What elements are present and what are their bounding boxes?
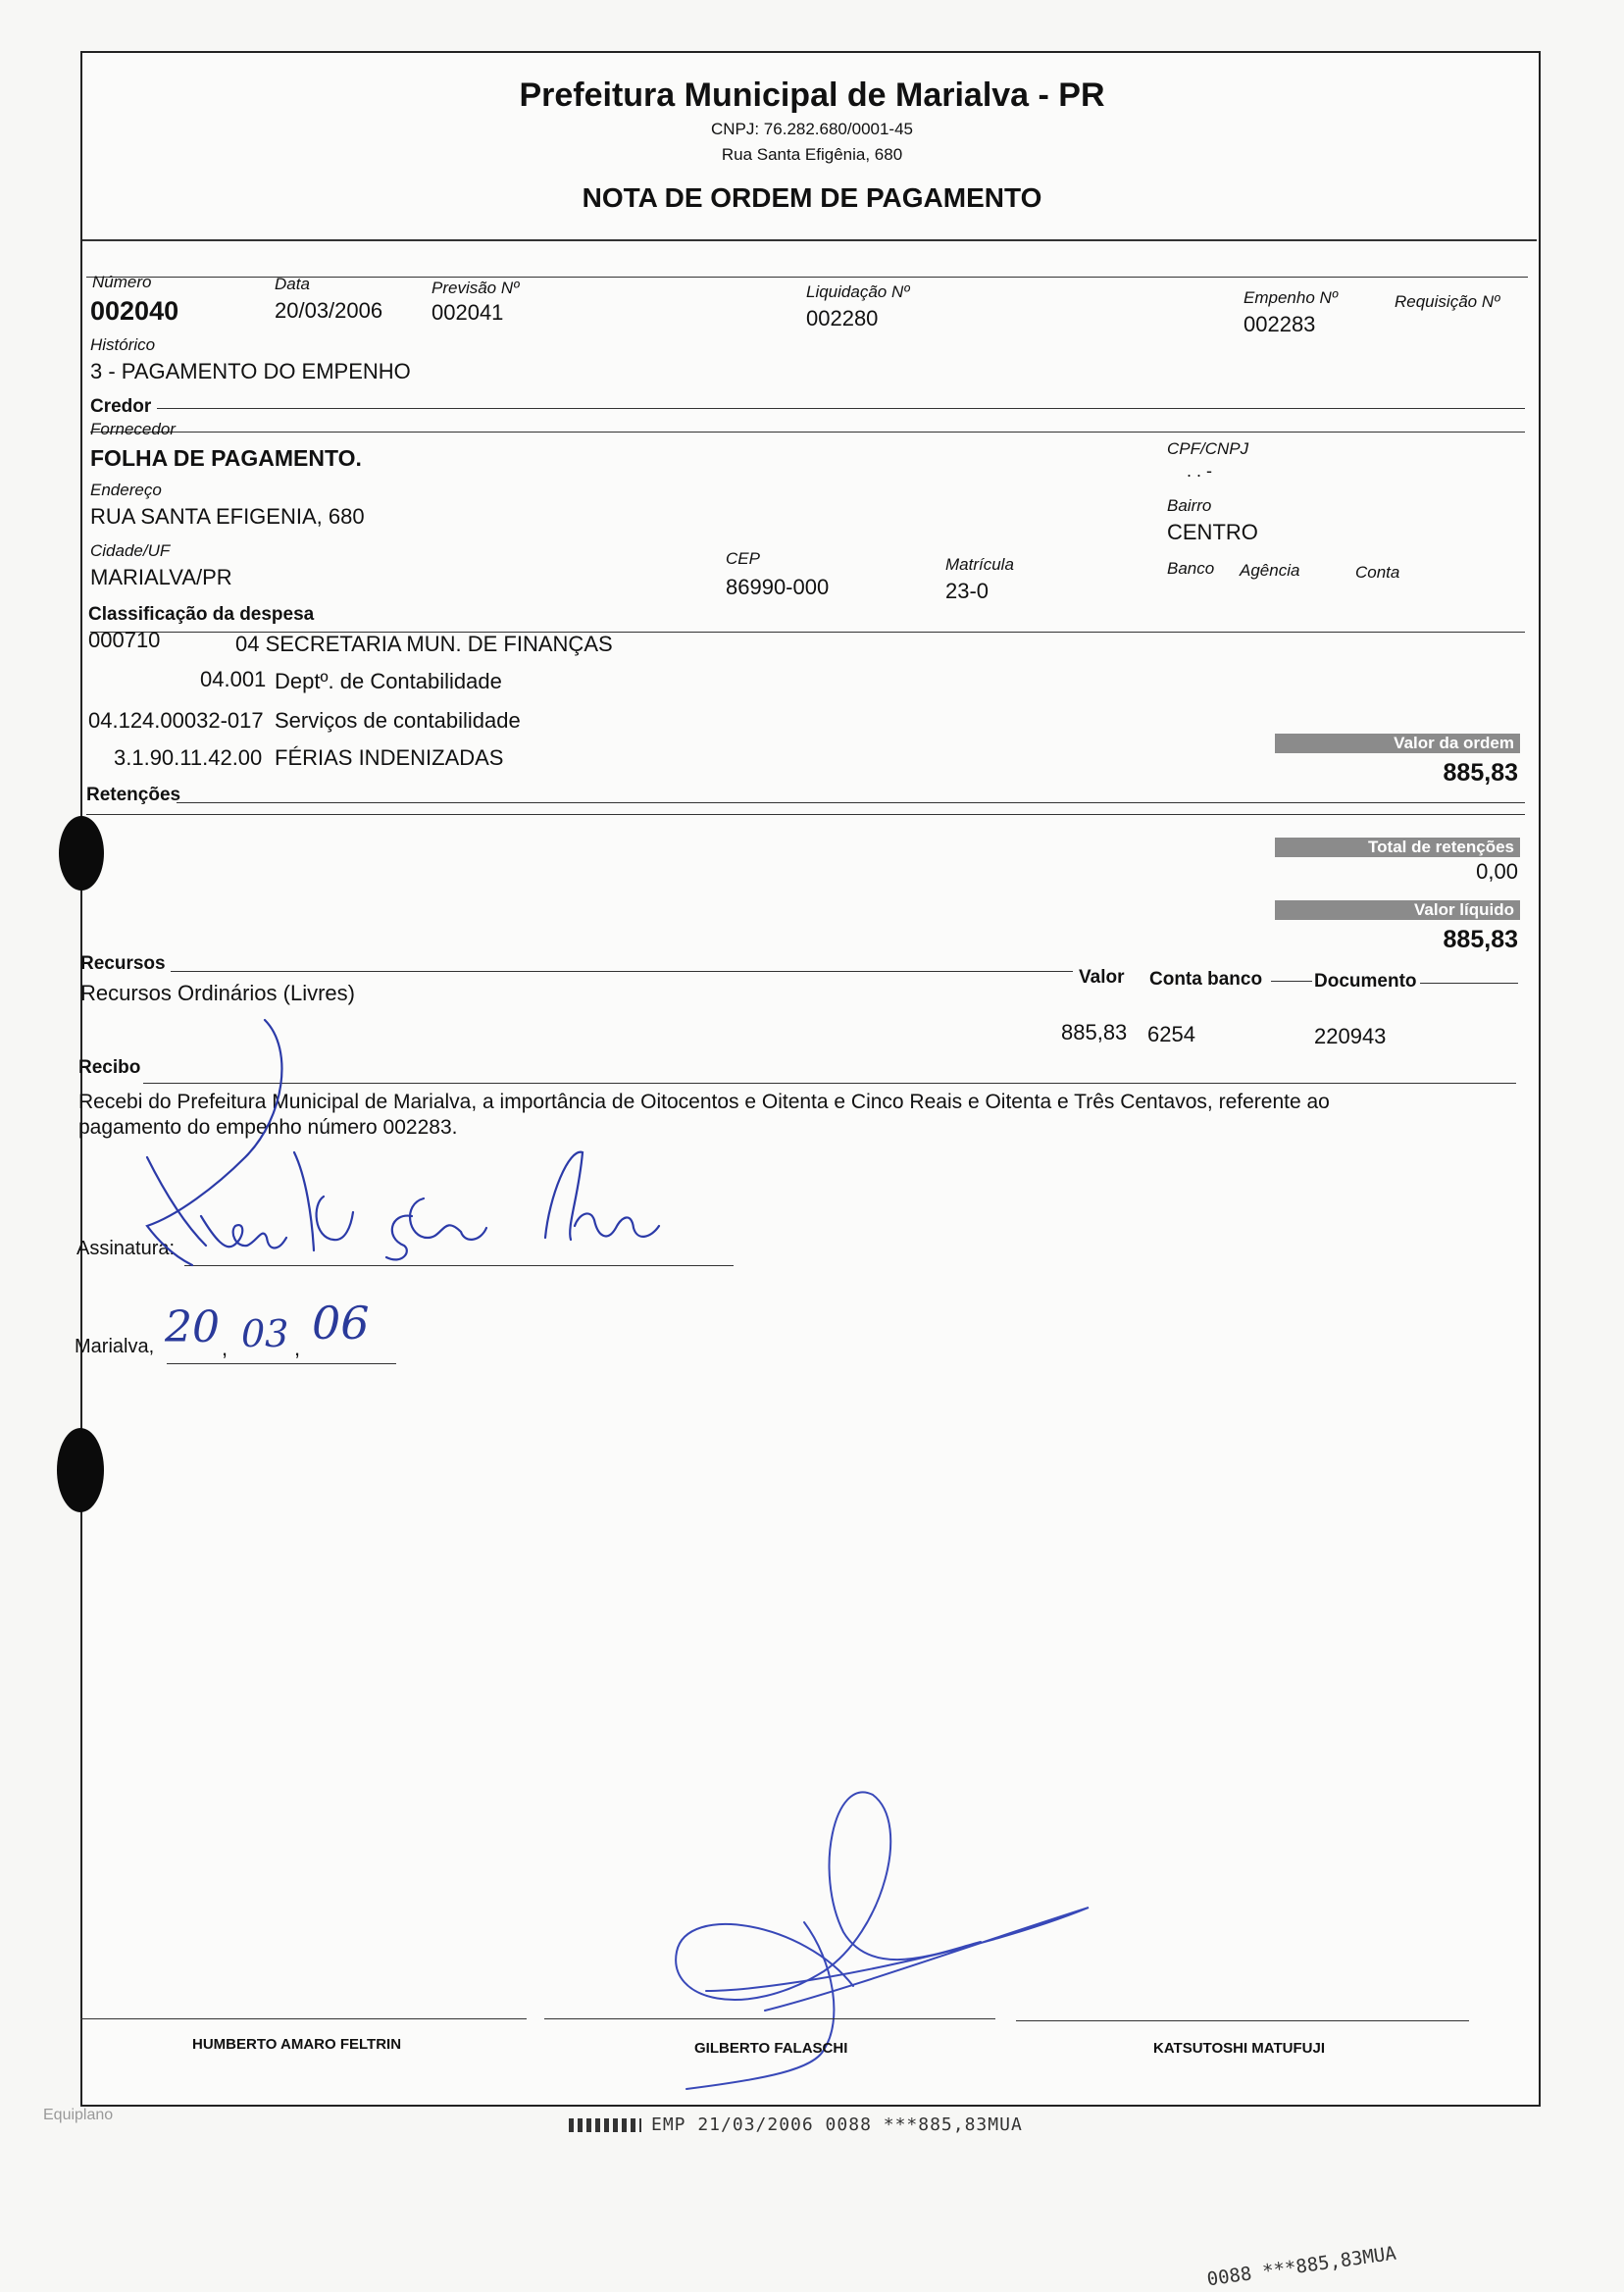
recursos-descricao: Recursos Ordinários (Livres) [80, 981, 355, 1005]
recibo-text-line1: Recebi do Prefeitura Municipal de Marialva, a importância de Oitocentos e Oitenta e Cinco Reais e Oitenta e Três Centavos, referente ao [78, 1091, 1330, 1113]
numero-label: Número [92, 273, 152, 291]
header-cnpj: CNPJ: 76.282.680/0001-45 [710, 120, 914, 138]
payment-stamp: EMP 21/03/2006 0088 ***885,83MUA [651, 2114, 1023, 2135]
historico-label: Histórico [90, 335, 156, 354]
recursos-conta-label: Conta banco [1149, 969, 1263, 990]
date-day: 20 [165, 1302, 220, 1352]
liquidacao-value: 002280 [806, 306, 879, 331]
classificacao-code: 3.1.90.11.42.00 [114, 745, 263, 770]
fornecedor-label: Fornecedor [90, 420, 176, 438]
endereco-label: Endereço [90, 481, 162, 499]
empenho-value: 002283 [1243, 312, 1316, 336]
date-month: 03 [241, 1312, 289, 1355]
valor-ordem-value: 885,83 [1443, 759, 1518, 787]
header-address: Rua Santa Efigênia, 680 [721, 145, 903, 164]
classificacao-code: 04.001 [200, 667, 267, 691]
barcode-mark [569, 2118, 641, 2132]
fornecedor-value: FOLHA DE PAGAMENTO. [90, 445, 362, 471]
recursos-documento-label: Documento [1314, 971, 1417, 992]
classificacao-section: Classificação da despesa [88, 604, 315, 625]
empenho-label: Empenho Nº [1243, 288, 1338, 307]
valor-ordem-label: Valor da ordem [1275, 734, 1520, 753]
classificacao-code: 04.124.00032-017 [88, 708, 264, 733]
numero-value: 002040 [90, 296, 179, 326]
classificacao-desc: Deptº. de Contabilidade [275, 669, 502, 693]
cpf-label: CPF/CNPJ [1167, 439, 1249, 458]
classificacao-desc: FÉRIAS INDENIZADAS [275, 745, 504, 770]
data-value: 20/03/2006 [275, 298, 383, 323]
cep-label: CEP [726, 549, 760, 568]
retencoes-section: Retenções [86, 785, 181, 805]
credor-section: Credor [90, 396, 152, 417]
cep-value: 86990-000 [726, 575, 830, 599]
total-retencoes-value: 0,00 [1476, 859, 1518, 884]
valor-liquido-label: Valor líquido [1275, 900, 1520, 920]
recursos-conta: 6254 [1147, 1022, 1195, 1046]
cidade-label: Cidade/UF [90, 541, 171, 560]
payment-stamp-corner: 0088 ***885,83MUA [1205, 2242, 1398, 2291]
bairro-label: Bairro [1167, 496, 1212, 515]
document-title: NOTA DE ORDEM DE PAGAMENTO [582, 182, 1042, 213]
data-label: Data [275, 275, 310, 293]
date-sep: , [294, 1336, 301, 1360]
software-label: Equiplano [43, 2107, 114, 2123]
matricula-value: 23-0 [945, 579, 990, 603]
signatory-name: HUMBERTO AMARO FELTRIN [192, 2036, 402, 2053]
header-title: Prefeitura Municipal de Marialva - PR [519, 76, 1105, 114]
signature-line [80, 2018, 527, 2019]
previsao-value: 002041 [431, 300, 504, 325]
recibo-section: Recibo [78, 1057, 141, 1078]
endereco-value: RUA SANTA EFIGENIA, 680 [90, 504, 365, 529]
signature-line [544, 2018, 995, 2019]
recursos-section: Recursos [80, 953, 166, 974]
classificacao-desc: Serviços de contabilidade [275, 708, 521, 733]
banco-label: Banco [1167, 559, 1215, 578]
requisicao-label: Requisição Nº [1395, 292, 1500, 311]
valor-liquido-value: 885,83 [1443, 926, 1518, 953]
bairro-value: CENTRO [1167, 520, 1258, 544]
date-year: 06 [312, 1297, 370, 1350]
signature-line [1016, 2020, 1469, 2021]
matricula-label: Matrícula [945, 555, 1014, 574]
recibo-text-line2: pagamento do empenho número 002283. [78, 1116, 458, 1139]
recursos-valor: 885,83 [1061, 1020, 1128, 1044]
date-sep: , [222, 1336, 228, 1360]
assinatura-label: Assinatura: [76, 1238, 176, 1259]
historico-value: 3 - PAGAMENTO DO EMPENHO [90, 359, 411, 383]
liquidacao-label: Liquidação Nº [806, 282, 910, 301]
punch-hole [57, 1428, 104, 1512]
cidade-value: MARIALVA/PR [90, 565, 232, 589]
agencia-label: Agência [1240, 561, 1300, 580]
conta-label: Conta [1355, 563, 1400, 582]
signatory-name: KATSUTOSHI MATUFUJI [1153, 2040, 1325, 2057]
local-label: Marialva, [75, 1336, 155, 1357]
total-retencoes-label: Total de retenções [1275, 838, 1520, 857]
classificacao-desc: 04 SECRETARIA MUN. DE FINANÇAS [235, 632, 613, 656]
classificacao-code: 000710 [88, 628, 161, 652]
punch-hole [59, 816, 104, 891]
recursos-documento: 220943 [1314, 1024, 1387, 1048]
cpf-value: . . - [1187, 461, 1212, 481]
previsao-label: Previsão Nº [431, 279, 520, 297]
recursos-valor-label: Valor [1079, 967, 1125, 988]
signatory-name: GILBERTO FALASCHI [694, 2040, 848, 2057]
